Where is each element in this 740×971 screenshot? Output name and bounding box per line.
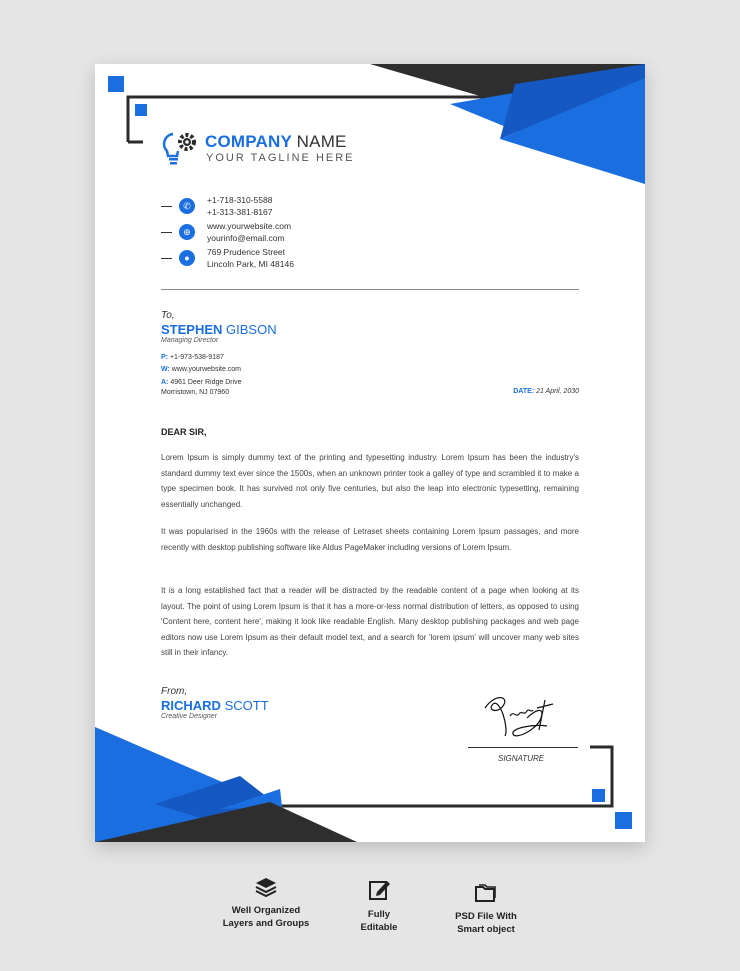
contact-divider — [161, 232, 172, 233]
sender-name — [161, 698, 269, 713]
feature-psd — [436, 882, 536, 936]
phone-1: +1-718-310-5588 — [207, 195, 273, 205]
recipient-phone-value: +1-973-538-9187 — [169, 354, 224, 361]
signature-line — [468, 747, 578, 748]
address-label: A: — [161, 379, 169, 386]
letter-date — [513, 388, 579, 395]
feature-layers-line1: Well Organized — [231, 905, 301, 916]
salutation: DEAR SIR, — [161, 427, 207, 437]
header-divider — [161, 289, 579, 290]
signature-label: SIGNATURE — [498, 754, 545, 763]
contact-divider — [161, 258, 172, 259]
phone-label: P: — [161, 354, 168, 361]
handwritten-signature — [475, 688, 575, 748]
recipient-first-name: STEPHEN — [161, 322, 223, 337]
phone-icon: ✆ — [179, 198, 195, 214]
edit-icon — [367, 878, 391, 902]
address-line-1: 769 Prudence Street — [207, 247, 285, 257]
location-pin-icon: ● — [179, 250, 195, 266]
from-label: From, — [161, 686, 188, 697]
sender-first-name: RICHARD — [161, 698, 221, 713]
recipient-address — [161, 378, 242, 398]
contact-address — [207, 246, 294, 270]
globe-icon: ⊕ — [179, 224, 195, 240]
contact-phones — [207, 194, 272, 218]
body-paragraph-1: Lorem Ipsum is simply dummy text of the printing and typesetting industry. Lorem Ipsum has been the industry's standard dummy text ever since the 1500s, when an unknown printer took a galley of type and scrambled it to make a type specimen book. It has survived not only five centuries, but also the leap into electronic typesetting, remaining essentially unchanged. — [161, 453, 579, 509]
contact-divider — [161, 206, 172, 207]
recipient-address-2: Morristown, NJ 07960 — [161, 389, 230, 396]
recipient-phone — [161, 353, 224, 363]
feature-psd-line1: PSD File With — [455, 911, 517, 922]
recipient-web-value: www.yourwebsite.com — [171, 366, 242, 373]
contact-web — [207, 220, 291, 244]
company-name-light: NAME — [296, 132, 347, 151]
body-paragraph-3: It is a long established fact that a reader will be distracted by the readable content of a page when looking at its layout. The point of using Lorem Ipsum is that it has a more-or-less normal distribution of letters, as opposed to using 'Content here, content here', making it look like readable English. Many desktop publishing packages and web page editors now use Lorem Ipsum as their default model text, and a search for 'lorem ipsum' will uncover many web sites still in their infancy. — [161, 586, 579, 657]
company-name-bold: COMPANY — [205, 132, 292, 151]
company-name — [205, 132, 347, 152]
body-paragraph-2: It was popularised in the 1960s with the release of Letraset sheets containing Lorem Ipsum passages, and more recently with desktop publishing software like Aldus PageMaker including versions of Lorem Ipsum. — [161, 527, 579, 552]
feature-layers-line2: Layers and Groups — [222, 918, 310, 929]
address-line-2: Lincoln Park, MI 48146 — [207, 259, 294, 269]
company-tagline: YOUR TAGLINE HERE — [206, 152, 355, 164]
date-label: DATE: — [513, 388, 535, 395]
recipient-last-name: GIBSON — [226, 322, 277, 337]
date-value: 21 April, 2030 — [536, 388, 579, 395]
website: www.yourwebsite.com — [207, 221, 292, 231]
feature-editable-line1: Fully — [367, 909, 391, 920]
recipient-web — [161, 365, 241, 375]
layers-icon — [254, 876, 278, 898]
email: yourinfo@email.com — [207, 233, 285, 243]
phone-2: +1-313-381-8167 — [207, 207, 273, 217]
lightbulb-gear-logo-icon — [161, 128, 201, 168]
letterhead-page — [95, 64, 645, 842]
recipient-role: Managing Director — [161, 337, 219, 344]
feature-layers — [206, 876, 326, 930]
folder-icon — [474, 882, 498, 904]
web-label: W: — [161, 366, 170, 373]
feature-editable-line2: Editable — [360, 922, 398, 933]
to-label: To, — [161, 310, 175, 321]
recipient-name — [161, 322, 277, 337]
feature-psd-line2: Smart object — [457, 924, 515, 935]
sender-role: Creative Designer — [161, 713, 218, 720]
recipient-address-1: 4961 Deer Ridge Drive — [170, 379, 242, 386]
sender-last-name: SCOTT — [224, 698, 269, 713]
feature-editable — [339, 878, 419, 934]
